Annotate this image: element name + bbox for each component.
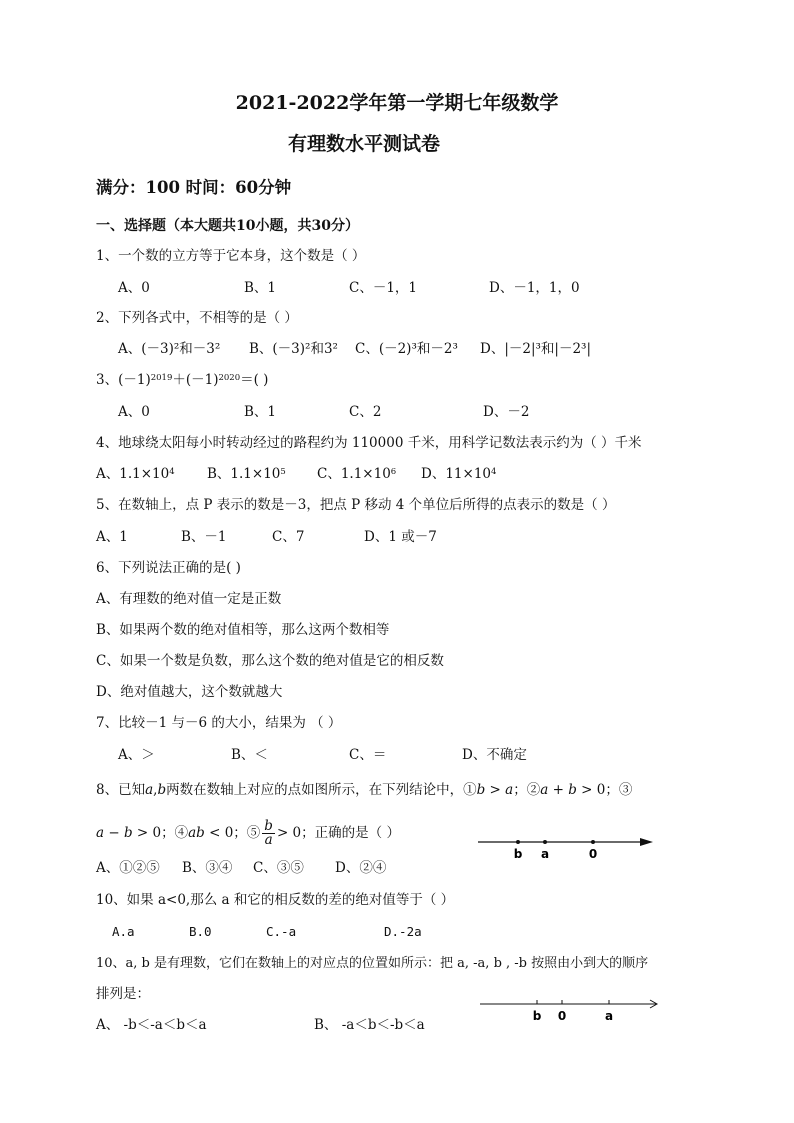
q8-fraction: $\frac{b}{a}$ bbox=[264, 818, 273, 848]
paper-subtitle: 有理数水平测试卷 bbox=[288, 133, 441, 155]
q8-expr-2b: b bbox=[568, 782, 577, 798]
q10a-option-d: D.-2a bbox=[384, 924, 422, 939]
q8-option-d: D、②④ bbox=[335, 860, 387, 876]
q8-expr-1: b bbox=[476, 782, 486, 798]
q5-option-b: B、－1 bbox=[181, 529, 227, 545]
q10a-stem: 10、如果 a<0,那么 a 和它的相反数的差的绝对值等于（ ） bbox=[96, 892, 455, 908]
q5-stem: 5、在数轴上，点 P 表示的数是－3，把点 P 移动 4 个单位后所得的点表示的数是（ ） bbox=[96, 497, 616, 513]
q5-option-c: C、7 bbox=[272, 529, 305, 545]
q8-text-4: ；③ bbox=[605, 782, 633, 798]
q8-expr-3b: b bbox=[123, 825, 133, 841]
q7-option-c: C、＝ bbox=[349, 747, 387, 763]
q3-option-d: D、－2 bbox=[483, 404, 530, 420]
q8-expr-4: ab bbox=[188, 825, 205, 841]
q8-point-a bbox=[543, 840, 547, 844]
q1-option-a: A、0 bbox=[118, 280, 150, 296]
q5-option-a: A、1 bbox=[96, 529, 128, 545]
q10b-label-0: 0 bbox=[557, 1009, 567, 1023]
q2-stem: 2、下列各式中，不相等的是（ ） bbox=[96, 310, 298, 326]
q8-stem-line1: 8、已知a,b两数在数轴上对应的点如图所示，在下列结论中，①b > a；②a + b > 0；③ bbox=[96, 782, 633, 798]
q8-number-line bbox=[478, 832, 658, 862]
q10b-label-b: b bbox=[532, 1009, 542, 1023]
q10b-number-line bbox=[480, 996, 660, 1026]
q6-option-a: A、有理数的绝对值一定是正数 bbox=[96, 591, 282, 607]
q8-text-1: 8、已知 bbox=[96, 782, 146, 798]
q4-option-a-exp: 4 bbox=[169, 467, 175, 477]
q8-text-2: 两数在数轴上对应的点如图所示，在下列结论中，① bbox=[166, 782, 477, 798]
q8-axis-arrow bbox=[640, 838, 653, 846]
q4-option-a-base: A、1.1×10 bbox=[96, 466, 170, 482]
section-heading: 一、选择题（本大题共10小题，共30分） bbox=[96, 218, 359, 234]
q2-option-c: C、(－2)³和－2³ bbox=[355, 341, 458, 357]
q2-option-b: B、(－3)²和3² bbox=[249, 341, 338, 357]
q4-option-c bbox=[317, 466, 396, 482]
q3-stem-part1: 3、(－1) bbox=[96, 372, 151, 388]
q8-label-0: 0 bbox=[588, 847, 598, 861]
q1-option-c: C、－1，1 bbox=[349, 280, 418, 296]
q3-option-b: B、1 bbox=[244, 404, 277, 420]
q3-option-c: C、2 bbox=[349, 404, 382, 420]
q7-option-b: B、＜ bbox=[231, 747, 268, 763]
paper-title: 2021-2022学年第一学期七年级数学 bbox=[235, 92, 559, 114]
q8-stem-line2: a − b > 0；④ab < 0；⑤ $\frac{b}{a}$ > 0；正确的是（ ） bbox=[96, 818, 400, 848]
q4-option-d-base: D、11×10 bbox=[421, 466, 491, 482]
q7-option-a: A、＞ bbox=[118, 747, 155, 763]
q4-option-c-base: C、1.1×10 bbox=[317, 466, 391, 482]
q4-option-a bbox=[96, 466, 175, 482]
q8-option-c: C、③⑤ bbox=[253, 860, 304, 876]
q8-text-3: ；② bbox=[513, 782, 541, 798]
q8-label-a: a bbox=[540, 847, 550, 861]
q6-option-b: B、如果两个数的绝对值相等，那么这两个数相等 bbox=[96, 622, 390, 638]
q8-point-b bbox=[516, 840, 520, 844]
q6-stem: 6、下列说法正确的是( ) bbox=[96, 560, 241, 576]
q8-label-b: b bbox=[513, 847, 523, 861]
q3-exponent-2: 2020 bbox=[218, 373, 241, 383]
q5-option-d: D、1 或－7 bbox=[364, 529, 437, 545]
q8-var-ab: a bbox=[145, 782, 154, 798]
q8-text-5: ；④ bbox=[161, 825, 189, 841]
q3-option-a: A、0 bbox=[118, 404, 150, 420]
q2-option-d: D、|－2|³和|－2³| bbox=[480, 341, 592, 357]
q3-exponent-1: 2019 bbox=[150, 373, 173, 383]
q6-option-d: D、绝对值越大，这个数就越大 bbox=[96, 684, 283, 700]
q10b-option-b: B、 -a＜b＜-b＜a bbox=[314, 1017, 425, 1033]
q8-text-7: ；正确的是（ ） bbox=[301, 825, 400, 841]
q4-option-b-base: B、1.1×10 bbox=[207, 466, 281, 482]
q8-expr-2: a bbox=[540, 782, 549, 798]
q3-stem-part2: ＋(－1) bbox=[172, 372, 219, 388]
q8-point-0 bbox=[591, 840, 595, 844]
q8-var-b: b bbox=[157, 782, 167, 798]
q6-option-c: C、如果一个数是负数，那么这个数的绝对值是它的相反数 bbox=[96, 653, 444, 669]
q8-option-b: B、③④ bbox=[182, 860, 233, 876]
q4-stem: 4、地球绕太阳每小时转动经过的路程约为 110000 千米，用科学记数法表示约为（ ）千米 bbox=[96, 435, 642, 451]
q3-stem bbox=[96, 372, 268, 388]
q4-option-b-exp: 5 bbox=[280, 467, 286, 477]
q7-stem: 7、比较－1 与－6 的大小，结果为 （ ） bbox=[96, 715, 342, 731]
q10b-option-a: A、 -b＜-a＜b＜a bbox=[96, 1017, 207, 1033]
q1-stem: 1、一个数的立方等于它本身，这个数是（ ） bbox=[96, 248, 366, 264]
q8-expr-3: a bbox=[96, 825, 105, 841]
q8-expr-1b: a bbox=[505, 782, 514, 798]
q8-option-a: A、①②⑤ bbox=[96, 860, 160, 876]
q10a-option-c: C.-a bbox=[266, 924, 297, 939]
q3-stem-part3: ＝( ) bbox=[240, 372, 269, 388]
q4-option-d bbox=[421, 466, 496, 482]
score-time: 满分：100 时间：60分钟 bbox=[96, 178, 292, 197]
q10a-option-b: B.0 bbox=[189, 924, 212, 939]
q10b-stem-2: 排列是： bbox=[96, 986, 150, 1002]
q1-option-d: D、－1，1，0 bbox=[489, 280, 580, 296]
q1-option-b: B、1 bbox=[244, 280, 277, 296]
q10b-label-a: a bbox=[604, 1009, 614, 1023]
q4-option-b bbox=[207, 466, 286, 482]
q4-option-c-exp: 6 bbox=[390, 467, 397, 477]
q8-text-6: ；⑤ bbox=[233, 825, 261, 841]
q10a-option-a: A.a bbox=[112, 924, 135, 939]
q7-option-d: D、不确定 bbox=[462, 747, 527, 763]
q10b-stem: 10、a, b 是有理数，它们在数轴上的对应点的位置如所示：把 a, -a, b , -b 按照由小到大的顺序 bbox=[96, 956, 649, 971]
q4-option-d-exp: 4 bbox=[491, 467, 497, 477]
q2-option-a: A、(－3)²和－3² bbox=[118, 341, 221, 357]
